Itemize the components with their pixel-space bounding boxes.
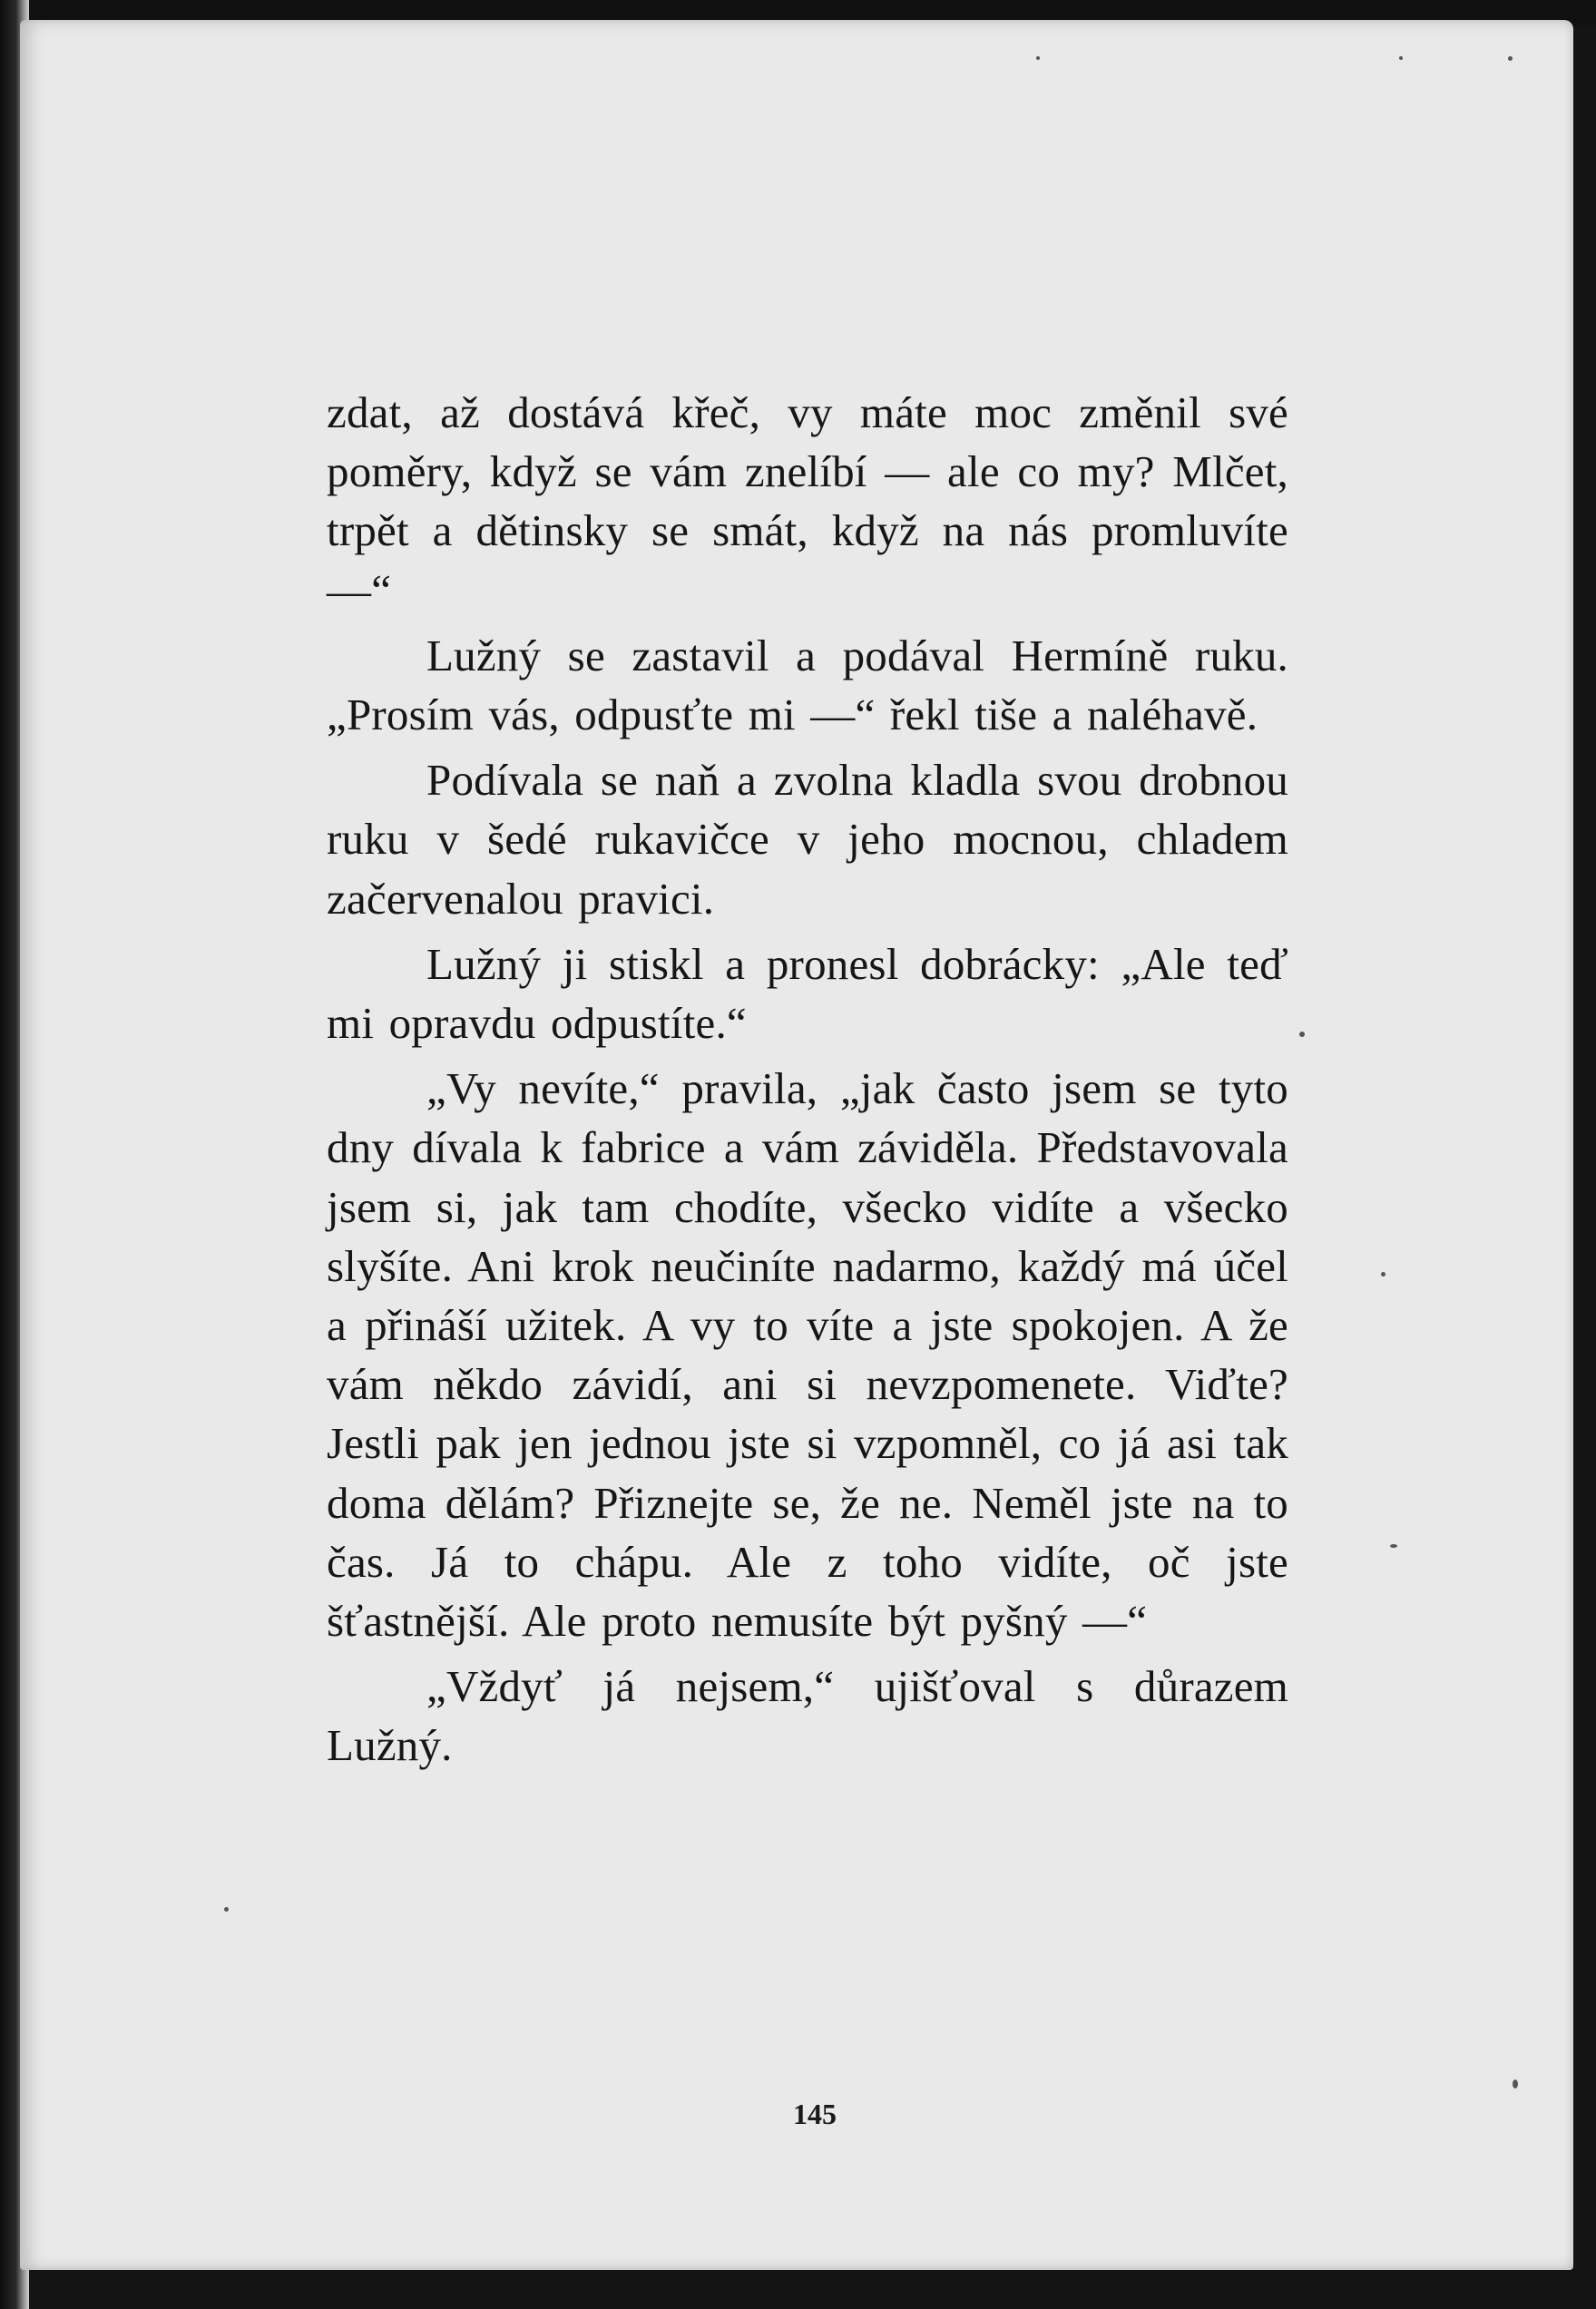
paragraph-4: Lužný ji stiskl a pronesl dobrácky: „Ale teď mi opravdu odpustíte.“ (327, 938, 1288, 1049)
scan-speck (1513, 2079, 1518, 2089)
paragraph-2: Lužný se zastavil a podával Hermíně ruku. „Prosím vás, odpusťte mi —“ řekl tiše a naléhavě. (327, 630, 1288, 740)
scan-speck (1508, 56, 1513, 61)
scan-speck (1381, 1272, 1385, 1277)
paragraph-3: Podívala se naň a zvolna kladla svou drobnou ruku v šedé rukavičce v jeho mocnou, chladem začervenalou pravici. (327, 755, 1288, 924)
book-page (20, 20, 1573, 2270)
paragraph-1: zdat, až dostává křeč, vy máte moc změnil své poměry, když se vám znelíbí — ale co my? Mlčet, trpět a dětinsky se smát, když na nás promluvíte —“ (327, 387, 1288, 615)
paragraph-5: „Vy nevíte,“ pravila, „jak často jsem se tyto dny dívala k fabrice a vám záviděla. Představovala jsem si, jak tam chodíte, všecko vidíte a všecko slyšíte. Ani krok neučiníte nadarmo, každý má účel a přináší užitek. A vy to víte a jste spokojen. A že vám někdo závidí, ani si nevzpomenete. Viďte? Jestli pak jen jednou jste si vzpomněl, co já asi tak doma dělám? Přiznejte se, že ne. Neměl jste na to čas. Já to chápu. Ale z toho vidíte, oč jste šťastnější. Ale proto nemusíte být pyšný —“ (327, 1063, 1288, 1647)
scan-speck (1036, 56, 1040, 60)
scan-speck (224, 1907, 229, 1912)
scan-speck (1390, 1544, 1397, 1548)
page-text (327, 383, 1288, 1776)
paragraph-6: „Vždyť já nejsem,“ ujišťoval s důrazem Lužný. (327, 1661, 1288, 1771)
scan-speck (1299, 1032, 1305, 1037)
scan-speck (1399, 56, 1403, 60)
page-number: 145 (793, 2098, 837, 2130)
